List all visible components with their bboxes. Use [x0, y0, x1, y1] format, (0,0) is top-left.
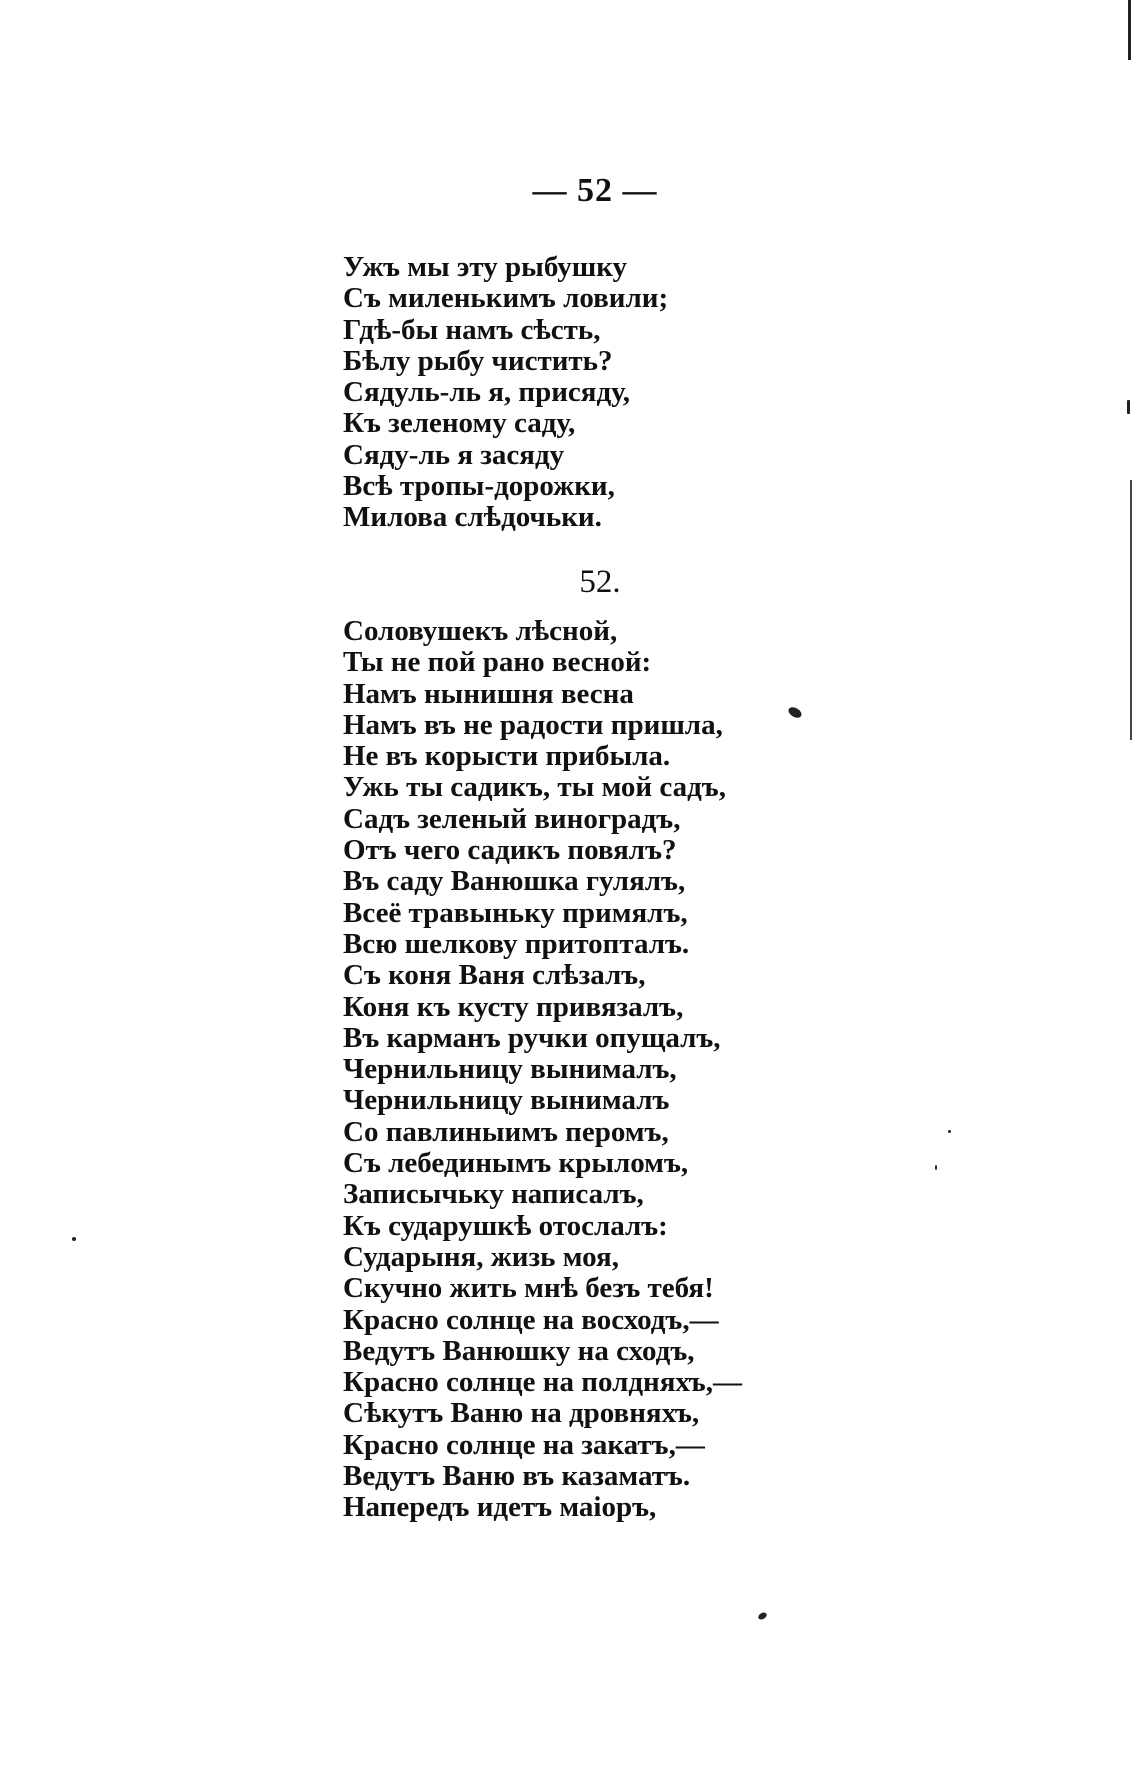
verse-line: Всю шелкову притопталъ. [343, 927, 690, 960]
scan-speck [757, 1611, 768, 1621]
scan-edge-line [1128, 0, 1131, 60]
verse-line: Бѣлу рыбу чистить? [343, 344, 613, 377]
verse-line: Садъ зеленый виноградъ, [343, 802, 681, 835]
verse-line: Ты не пой рано весной: [343, 646, 652, 679]
poem-52 [343, 616, 742, 1524]
verse-line: Красно солнце на восходъ,— [343, 1303, 719, 1336]
verse-line: Со павлиныимъ перомъ, [343, 1115, 669, 1148]
verse-line: Гдѣ-бы намъ сѣсть, [343, 313, 601, 346]
verse-line: Красно солнце на полдняхъ,— [343, 1366, 742, 1399]
verse-line: Сударыня, жизь моя, [343, 1240, 619, 1273]
verse-line: Сѣкутъ Ваню на дровняхъ, [343, 1397, 700, 1430]
verse-line: Всеё травыньку примялъ, [343, 896, 688, 929]
poem-number: 52. [579, 564, 621, 600]
verse-line: Записычьку написалъ, [343, 1178, 644, 1211]
verse-line: Сядуль-ль я, присяду, [343, 376, 631, 409]
verse-line: Чернильницу вынималъ, [343, 1053, 677, 1086]
verse-line: Въ карманъ ручки опущалъ, [343, 1021, 721, 1054]
verse-line: Ведутъ Ванюшку на сходъ, [343, 1334, 695, 1367]
page-number: — 52 — [532, 172, 658, 209]
scan-speck [72, 1237, 76, 1241]
verse-line: Напередъ идетъ маіоръ, [343, 1491, 657, 1524]
verse-line: Въ саду Ванюшка гулялъ, [343, 865, 686, 898]
verse-line: Намъ въ не радости пришла, [343, 708, 723, 741]
verse-line: Къ сударушкѣ отослалъ: [343, 1209, 668, 1242]
verse-line: Сяду-ль я засяду [343, 438, 565, 471]
verse-line: Ужь ты садикъ, ты мой садъ, [343, 771, 726, 804]
verse-line: Съ миленькимъ ловили; [343, 282, 669, 315]
verse-line: Соловушекъ лѣсной, [343, 615, 618, 647]
verse-line: Ужъ мы эту рыбушку [343, 251, 627, 283]
scan-edge-line [1130, 480, 1132, 740]
scan-speck [935, 1165, 937, 1170]
scan-speck [1127, 400, 1130, 414]
verse-line: Съ лебединымъ крыломъ, [343, 1147, 689, 1180]
verse-line: Скучно жить мнѣ безъ тебя! [343, 1272, 714, 1305]
verse-line: Красно солнце на закатъ,— [343, 1428, 705, 1461]
verse-line: Коня къ кусту привязалъ, [343, 990, 684, 1023]
verse-line: Всѣ тропы-дорожки, [343, 470, 615, 503]
verse-line: Ведутъ Ваню въ казаматъ. [343, 1460, 691, 1493]
verse-line: Къ зеленому саду, [343, 407, 576, 440]
scan-speck [948, 1130, 951, 1133]
verse-line: Намъ нынишня весна [343, 677, 634, 710]
scan-speck [787, 705, 804, 720]
verse-line: Отъ чего садикъ повялъ? [343, 834, 677, 867]
verse-line: Съ коня Ваня слѣзалъ, [343, 959, 646, 992]
verse-line: Милова слѣдочьки. [343, 501, 602, 534]
verse-continued [343, 252, 668, 534]
verse-line: Чернильницу вынималъ [343, 1084, 670, 1117]
verse-line: Не въ корысти прибыла. [343, 740, 671, 773]
